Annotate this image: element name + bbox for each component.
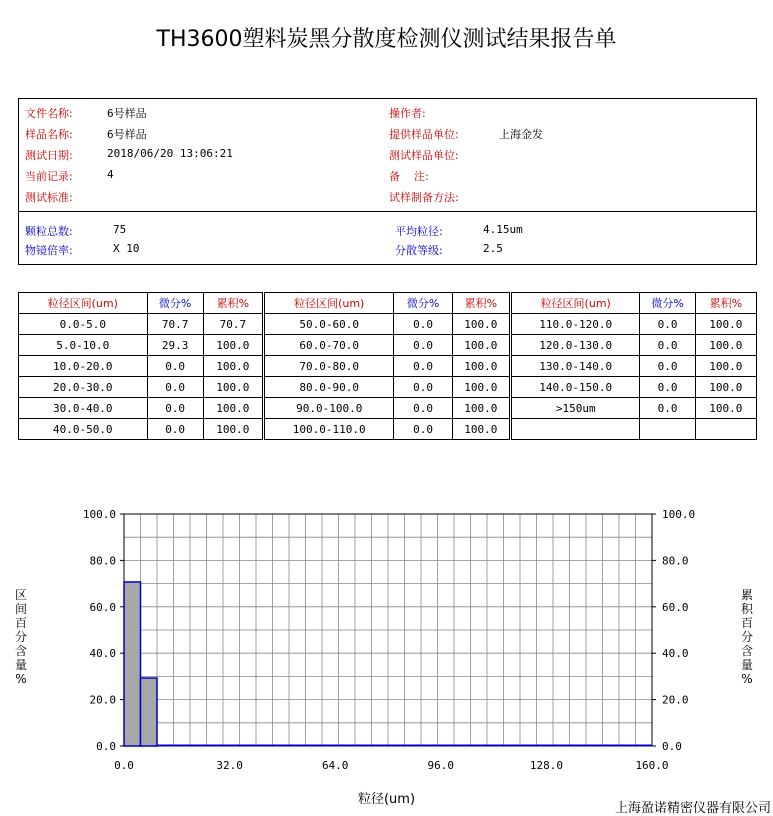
axis-label-char: 量 bbox=[14, 658, 27, 672]
range-cell: 100.0-110.0 bbox=[263, 419, 394, 440]
range-cell: 30.0-40.0 bbox=[19, 398, 148, 419]
cum-cell: 100.0 bbox=[695, 314, 756, 335]
diff-cell: 0.0 bbox=[640, 335, 695, 356]
diff-cell: 0.0 bbox=[394, 335, 452, 356]
prep-label: 试样制备方法: bbox=[389, 191, 459, 204]
y-axis-label-right bbox=[740, 588, 754, 686]
y-tick-label-right: 40.0 bbox=[662, 647, 689, 661]
standard-label: 测试标准: bbox=[25, 191, 73, 204]
cum-cell: 100.0 bbox=[452, 335, 510, 356]
distribution-table bbox=[18, 292, 757, 440]
x-tick-label: 64.0 bbox=[321, 759, 349, 772]
header-cum: 累积% bbox=[203, 293, 263, 314]
x-tick-label: 160.0 bbox=[635, 759, 669, 772]
y-tick-label-right: 100.0 bbox=[662, 508, 696, 521]
x-tick-label: 0.0 bbox=[114, 759, 134, 772]
header-range: 粒径区间(um) bbox=[19, 293, 148, 314]
diff-cell: 0.0 bbox=[640, 314, 695, 335]
provider-label: 提供样品单位: bbox=[389, 128, 459, 141]
axis-label-char: 分 bbox=[740, 630, 753, 644]
table-row bbox=[19, 398, 757, 419]
axis-label-char: % bbox=[15, 672, 27, 686]
cum-cell bbox=[695, 419, 756, 440]
y-tick-label-left: 20.0 bbox=[89, 693, 116, 707]
sample-name-label: 样品名称: bbox=[25, 128, 73, 141]
range-cell bbox=[510, 419, 640, 440]
y-tick-label-right: 60.0 bbox=[662, 600, 689, 614]
axis-label-char: 积 bbox=[740, 602, 753, 616]
header-cum: 累积% bbox=[695, 293, 756, 314]
range-cell: 130.0-140.0 bbox=[510, 356, 640, 377]
grade-label: 分散等级: bbox=[395, 244, 443, 257]
cum-cell: 100.0 bbox=[452, 356, 510, 377]
range-cell: >150um bbox=[510, 398, 640, 419]
table-row bbox=[19, 419, 757, 440]
y-axis-label-left bbox=[14, 588, 28, 686]
table-row bbox=[19, 314, 757, 335]
current-record-label: 当前记录: bbox=[25, 170, 73, 183]
current-record-value: 4 bbox=[107, 168, 114, 181]
diff-cell: 0.0 bbox=[640, 356, 695, 377]
axis-label-char: % bbox=[741, 672, 753, 686]
cum-cell: 100.0 bbox=[203, 398, 263, 419]
table-row bbox=[19, 377, 757, 398]
range-cell: 90.0-100.0 bbox=[263, 398, 394, 419]
y-tick-label-left: 100.0 bbox=[82, 508, 116, 521]
histogram-bar bbox=[141, 678, 158, 746]
diff-cell: 0.0 bbox=[394, 356, 452, 377]
axis-label-char: 区 bbox=[14, 588, 27, 602]
test-date-value: 2018/06/20 13:06:21 bbox=[107, 147, 233, 160]
mean-size-value: 4.15um bbox=[483, 223, 523, 236]
diff-cell: 0.0 bbox=[394, 398, 452, 419]
range-cell: 140.0-150.0 bbox=[510, 377, 640, 398]
diff-cell: 0.0 bbox=[640, 398, 695, 419]
header-diff: 微分% bbox=[394, 293, 452, 314]
cum-cell: 100.0 bbox=[695, 335, 756, 356]
table-row bbox=[19, 335, 757, 356]
x-tick-label: 128.0 bbox=[529, 759, 563, 772]
diff-cell: 29.3 bbox=[147, 335, 203, 356]
cum-cell: 100.0 bbox=[695, 356, 756, 377]
range-cell: 0.0-5.0 bbox=[19, 314, 148, 335]
range-cell: 5.0-10.0 bbox=[19, 335, 148, 356]
range-cell: 110.0-120.0 bbox=[510, 314, 640, 335]
file-name-label: 文件名称: bbox=[25, 107, 73, 120]
total-label: 颗粒总数: bbox=[25, 225, 73, 238]
axis-label-char: 间 bbox=[14, 602, 27, 616]
y-tick-label-left: 40.0 bbox=[89, 647, 116, 661]
axis-label-char: 分 bbox=[14, 630, 27, 644]
magnification-label: 物镜倍率: bbox=[25, 244, 73, 257]
diff-cell: 0.0 bbox=[394, 419, 452, 440]
diff-cell: 0.0 bbox=[147, 377, 203, 398]
y-tick-label-right: 20.0 bbox=[662, 693, 689, 707]
cum-cell: 100.0 bbox=[203, 356, 263, 377]
axis-label-char: 累 bbox=[740, 588, 753, 602]
range-cell: 120.0-130.0 bbox=[510, 335, 640, 356]
report-title: TH3600塑料炭黑分散度检测仪测试结果报告单 bbox=[156, 27, 617, 52]
header-diff: 微分% bbox=[147, 293, 203, 314]
y-tick-label-left: 0.0 bbox=[96, 740, 116, 753]
range-cell: 20.0-30.0 bbox=[19, 377, 148, 398]
diff-cell bbox=[640, 419, 695, 440]
x-axis-label: 粒径(um) bbox=[357, 792, 416, 807]
header-cum: 累积% bbox=[452, 293, 510, 314]
grade-value: 2.5 bbox=[483, 242, 503, 255]
range-cell: 70.0-80.0 bbox=[263, 356, 394, 377]
sample-name-value: 6号样品 bbox=[107, 128, 147, 141]
test-unit-label: 测试样品单位: bbox=[389, 149, 459, 162]
histogram-bar bbox=[124, 582, 141, 746]
provider-value: 上海金发 bbox=[499, 128, 543, 141]
cum-cell: 100.0 bbox=[695, 398, 756, 419]
plot-frame bbox=[124, 514, 652, 746]
y-tick-label-left: 60.0 bbox=[89, 600, 116, 614]
x-tick-label: 96.0 bbox=[427, 759, 455, 772]
file-name-value: 6号样品 bbox=[107, 107, 147, 120]
table-row bbox=[19, 356, 757, 377]
cum-cell: 100.0 bbox=[452, 314, 510, 335]
test-date-label: 测试日期: bbox=[25, 149, 73, 162]
operator-label: 操作者: bbox=[389, 107, 426, 120]
cum-cell: 100.0 bbox=[203, 377, 263, 398]
diff-cell: 70.7 bbox=[147, 314, 203, 335]
diff-cell: 0.0 bbox=[640, 377, 695, 398]
company-name: 上海盈诺精密仪器有限公司 bbox=[614, 801, 771, 816]
info-divider bbox=[19, 211, 756, 212]
cum-cell: 100.0 bbox=[695, 377, 756, 398]
axis-label-char: 含 bbox=[14, 644, 27, 658]
total-value: 75 bbox=[113, 223, 127, 236]
y-tick-label-right: 80.0 bbox=[662, 554, 689, 568]
cum-cell: 100.0 bbox=[203, 335, 263, 356]
table-header-row bbox=[19, 293, 757, 314]
y-tick-label-left: 80.0 bbox=[89, 554, 116, 568]
cum-cell: 100.0 bbox=[203, 419, 263, 440]
axis-label-char: 百 bbox=[740, 616, 753, 630]
header-range: 粒径区间(um) bbox=[263, 293, 394, 314]
axis-label-char: 百 bbox=[14, 616, 27, 630]
cum-cell: 70.7 bbox=[203, 314, 263, 335]
magnification-value: X 10 bbox=[113, 242, 140, 255]
cum-cell: 100.0 bbox=[452, 419, 510, 440]
diff-cell: 0.0 bbox=[147, 419, 203, 440]
range-cell: 60.0-70.0 bbox=[263, 335, 394, 356]
header-range: 粒径区间(um) bbox=[510, 293, 640, 314]
axis-label-char: 含 bbox=[740, 644, 753, 658]
cum-cell: 100.0 bbox=[452, 398, 510, 419]
range-cell: 10.0-20.0 bbox=[19, 356, 148, 377]
cum-cell: 100.0 bbox=[452, 377, 510, 398]
range-cell: 80.0-90.0 bbox=[263, 377, 394, 398]
diff-cell: 0.0 bbox=[147, 356, 203, 377]
y-tick-label-right: 0.0 bbox=[662, 740, 682, 753]
remark-label: 备 注: bbox=[389, 170, 429, 183]
axis-label-char: 量 bbox=[740, 658, 753, 672]
diff-cell: 0.0 bbox=[394, 314, 452, 335]
range-cell: 40.0-50.0 bbox=[19, 419, 148, 440]
diff-cell: 0.0 bbox=[147, 398, 203, 419]
x-tick-label: 32.0 bbox=[216, 759, 243, 772]
range-cell: 50.0-60.0 bbox=[263, 314, 394, 335]
mean-size-label: 平均粒径: bbox=[395, 225, 443, 238]
info-box bbox=[18, 98, 757, 265]
header-diff: 微分% bbox=[640, 293, 695, 314]
diff-cell: 0.0 bbox=[394, 377, 452, 398]
